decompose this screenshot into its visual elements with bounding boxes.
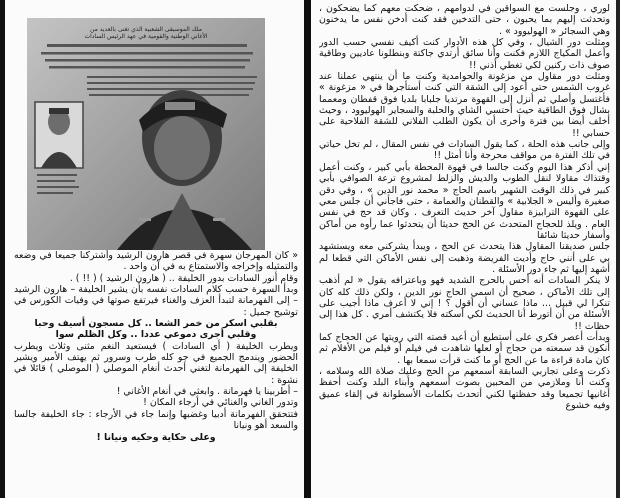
paragraph: وبدأت أعصر فكري على أستطيع أن أعيد قصته التي رويتها عن الحجاج كما أنكون قد سمعته من حجاج أو لعلها شاهدت في فيلم أو فيلم من الأفلام ثم كان مادة قراءة ما عن الحج أو ما كنت قرأت سمعا بها . xyxy=(319,331,610,366)
poem-line: وقلبي أجرى دموعي عددا .. وكل الظلم سوا xyxy=(55,329,257,341)
poem-line: بقلبي اسكر من خمر الشعا .. كل مسجون أسيف وحبا xyxy=(34,318,278,330)
page-gutter xyxy=(304,0,311,498)
newspaper-clipping-image xyxy=(27,18,265,250)
paragraph: وتدور الغاني والغنائي في أرجاء المكان ! xyxy=(143,397,298,409)
caption-line: الأغاني الوطنية والقومية في عهد الرئيس السادات xyxy=(84,33,208,40)
photo-caption xyxy=(37,26,255,40)
paragraph: إني أذكر هذا اليوم وكنت جالسا في قهوة المحطة بأبي كبير ، وكنت أعمل وقتذاك مقاولا لنقل الطوب والديش والزلط لمشروع ترعة الصوافي بأبي كبير في ذلك الوقت الشهير باسم الحاج « محمد نور الدين » ، وفي دقن صغيرة وأليس « الجلابية » والقطنان والعمامة ، حتى فاجأني أن جلس معي على القهوة الترابيزة مقاول آخر حديث التعرف . وكان قد حج في نفس العام . ويلذ للحجاج المتحدث عن الحج حديثا أن يتحدثوا عما رأوه من أماكن وأسفار حديثا شائقا xyxy=(319,161,610,241)
paragraph: ويطرب الخليفة ( أي السادات ) فيستعيد النغم مثنى وثلاث ويطرب الحضور ويندمج الجميع في جو كله طرب وسرور ثم يهتف الأمير ويشير الخليفة إلى الفهرمانة لتغني أحدث أنغام الموصلي ( الموصلي ) قائلا في نشوة : xyxy=(14,340,298,386)
paragraph: لا ينكر السادات أنه أحس بالحرج الشديد فهو وباعترافه يقول « لم أذهب إلى تلك الأماكن ، صحيح أن اسمي الحاج نور الدين ، ولكن ذلك كله كان تنكرا لي قبيل ... ماذا عساني أن أقول ؟ ! إني لا أعرف ماذا أجيب على الأسئلة من أن أتورط أنا الحديث لكي أسكته فلا يكتشف أمري . كل هذا إلى حظات !! xyxy=(319,275,610,332)
paragraph: وقام أنور السادات بدور الخليفة .. ( هارون الرشيد ) ( !! ) . xyxy=(69,272,298,284)
right-scan-edge xyxy=(616,0,620,498)
left-text-column xyxy=(14,250,298,498)
caption-line: ملك الموسيقى الشعبية الذي تغنى بالعديد من xyxy=(90,26,202,33)
paragraph: وبدأ السهرة حسب كلام السادات نفسه بأن يشير الخليفة – هارون الرشيد – إلى الفهرمانة لتبدأ العزف والغناء فيرتفع صوتها في وفيات الكورس في توشيح جميل : xyxy=(14,284,298,318)
paragraph: جلس صديقنا المقاول هذا يتحدث عن الحج ، ويبدأ يشركني معه ويستشهد بي على أنني حاج وأديت الفريضة وذهبت إلى نفس الأماكن التي قطعا لم أشهد إليها ثم جاء دور الأسئلة . xyxy=(319,241,610,275)
paragraph: – أطربينا يا فهرمانة . وابعثي في أنغام الأغاني ! xyxy=(116,386,298,398)
paragraph: لوري ، وجلست مع السواقين في لدوامهم ، ضحكت معهم كما يضحكون ، وتحدثت إليهم بما يحبون ، حتى التدخين فقد كنت أدخن نفس ما يدخنون وهي السجائر « الهوليوود » . xyxy=(319,3,610,37)
paragraph: وعلى حكاية وحكيه ونيانا ! xyxy=(96,431,216,443)
left-scan-edge xyxy=(0,0,5,498)
paragraph: ذكرت وعلى تجاربي السابقة أسمعهم من الحج وعليك صلاة الله وسلامه ، وكنت أنا وملازمي من المحبين بصوت أسمعهم وأبناء البلد وكنت أحفظ أغانيها تجميعا وقد حفظتها لكني أتحدث بكلمات الأسطوانة في إلقاء عميق وفيه خشوع xyxy=(319,366,610,412)
right-text-column xyxy=(319,3,610,498)
paragraph: وإلى جانب هذه الحلة ، كما يقول السادات في نفس المقال ، لم تخل حياتي في تلك الفترة من مواقف محرجة وأنا أمثل !! xyxy=(319,139,610,162)
paragraph: فتتحقق الفهرمانة أدبيا وغضبها وإنما جاء في الأرجاء : جاء الخليفة جالسا والسعد أهو ونيانا xyxy=(14,408,298,432)
paragraph: « كان المهرجان سهرة في قصر هارون الرشيد وأشتركنا جميعا في وضعه والتمثيله وإخراجه والاستمتاع به في آن واحد . xyxy=(14,250,298,273)
paragraph: ومثلت دور الشيال ، وفي كل هذه الأدوار كنت أكيف نفسي حسب الدور وأعمل المكياج اللازم فكنت وأنا سائق أرتدي جاكتة وبنطلونا عاديين وطاقية صوف ذات ركنين لكي تغطي أذني !! xyxy=(319,37,610,71)
paragraph: ومثلت دور مقاول من مزغونة والحوامدية وكنت ما أن ينتهي عملنا عند غروب الشمس حتى أعود إلى الشقة التي كنت أستأجرها في « مزغونة » فأغتسل وأصلي ثم أنزل إلى القهوة مرتديا جلبابا بلديا فوق قفطان ومعمما بشال فوق الطاقية حيث أحتسي الشاي والحلبة والسجاير الهوليوود ، وحيث أخلف أيضا بين فترة وأخرى أن يكون الطلب الفلاني للشقة الفلاحية على حسابي !! xyxy=(319,71,610,139)
newspaper-photo xyxy=(27,18,265,250)
